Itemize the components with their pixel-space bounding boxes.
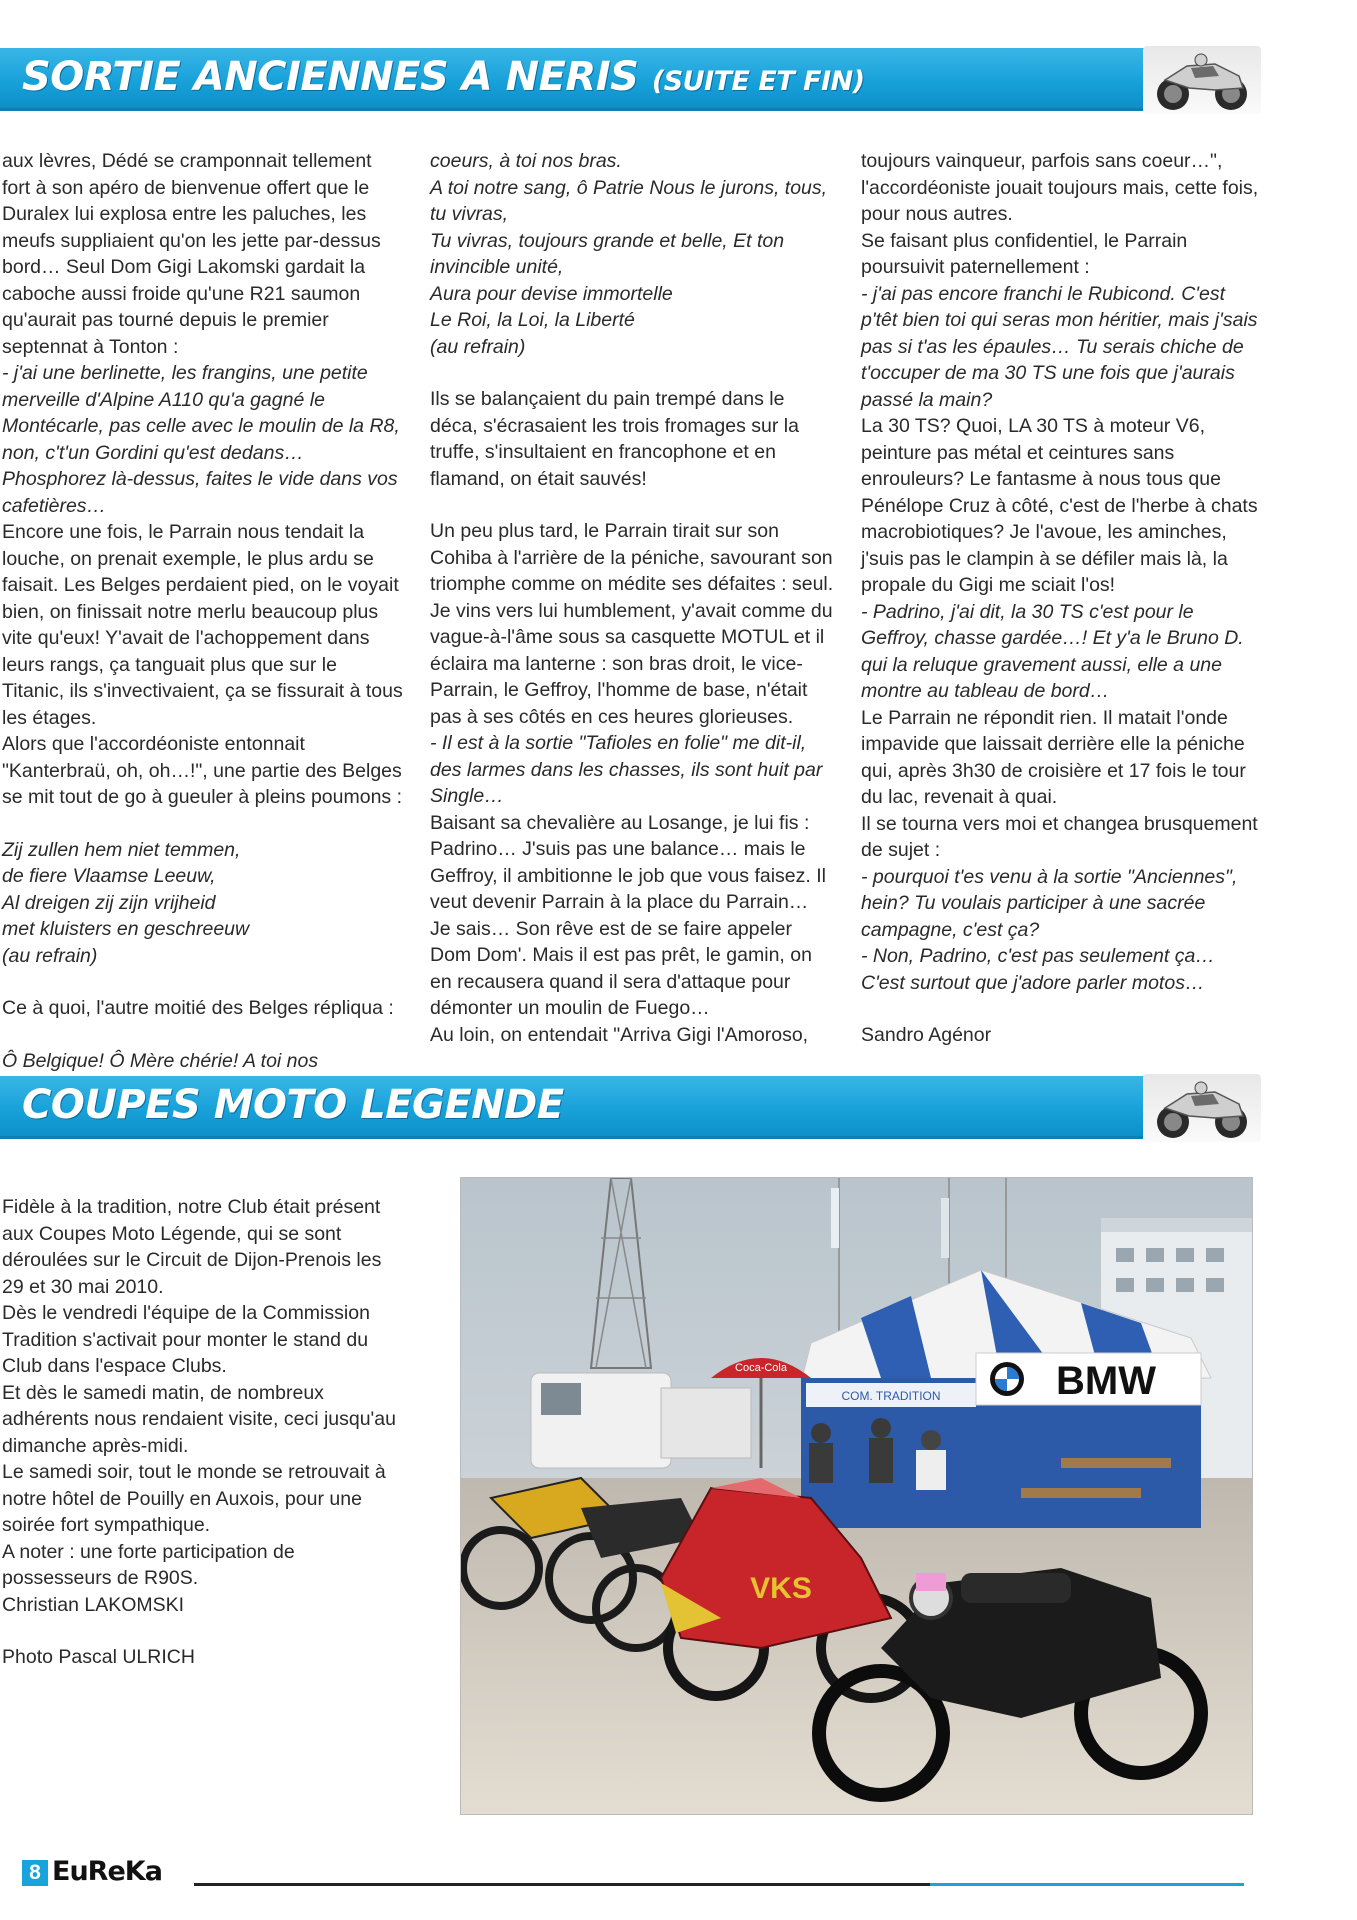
paragraph: Et dès le samedi matin, de nombreux adhérents nous rendaient visite, ceci jusqu'au dimanche après-midi. [2,1381,396,1457]
paragraph: - j'ai pas encore franchi le Rubicond. C'est p'têt bien toi qui seras mon héritier, mais j'sais pas si t'as les épaules… Tu serais chiche de t'occuper de ma 30 TS une fois que j'aurais passé la main? [861,282,1258,411]
paragraph: toujours vainqueur, parfois sans coeur…", l'accordéoniste jouait toujours mais, cette fois, pour nous autres. [861,150,1259,225]
paragraph: Photo Pascal ULRICH [2,1646,195,1668]
section-title [22,54,865,100]
section-title: COUPES MOTO LEGENDE [22,1082,564,1128]
paragraph: Je vins vers lui humblement, y'avait comme du vague-à-l'âme sous sa casquette MOTUL et il éclaira ma lanterne : son bras droit, le vice-Parrain, le Geffroy, l'homme de base, n'était pas à ses côtés en ces heures glorieuses. [430,599,833,728]
article-column-1 [2,148,404,1074]
paragraph: Un peu plus tard, le Parrain tirait sur son Cohiba à l'arrière de la péniche, savourant son triomphe comme on médite ses défaites : seul. [430,520,834,595]
paragraph: Se faisant plus confidentiel, le Parrain poursuivit paternellement : [861,229,1188,278]
magazine-logo: EuReKa [52,1856,162,1887]
motorcycle-logo-icon [1143,1074,1261,1142]
paragraph: - Il est à la sortie "Tafioles en folie" me dit-il, des larmes dans les chasses, ils sont huit par Single… [430,732,823,807]
paragraph: aux lèvres, Dédé se cramponnait tellement fort à son apéro de bienvenue offert que le Duralex lui explosa entre les paluches, les meufs suppliaient qu'on les jette par-dessus bord… Seul Dom Gigi Lakomski gardait la caboche aussi froide qu'une R21 saumon qu'aurait pas tourné depuis le premier septennat à Tonton : [2,150,381,358]
paragraph: Zij zullen hem niet temmen, de fiere Vlaamse Leeuw, Al dreigen zij zijn vrijheid met kluisters en geschreeuw (au refrain) [2,838,250,967]
paragraph: - pourquoi t'es venu à la sortie "Anciennes", hein? Tu voulais participer à une sacrée campagne, c'est ça? - Non, Padrino, c'est pas seulement ça… C'est surtout que j'adore parler motos… [861,865,1238,994]
article-column-2 [430,148,834,1048]
bmw-banner-text: BMW [1056,1359,1156,1403]
paragraph: - Padrino, j'ai dit, la 30 TS c'est pour le Geffroy, chasse gardée…! Et y'a le Bruno D. qui la reluque gravement aussi, elle a une montre au tableau de bord… [861,600,1244,702]
paragraph: Ils se balançaient du pain trempé dans le déca, s'écrasaient les trois fromages sur la truffe, s'insultaient en francophone et en flamand, on était sauvés! [430,388,799,490]
umbrella-label: Coca-Cola [735,1362,787,1374]
motorcycle-logo-icon [1143,46,1261,114]
title-sub: (SUITE ET FIN) [651,66,865,97]
paragraph: Au loin, on entendait "Arriva Gigi l'Amoroso, [430,1023,809,1046]
article-column-3 [861,148,1261,1049]
paragraph: coeurs, à toi nos bras. A toi notre sang, ô Patrie Nous le jurons, tous, tu vivras, Tu vivras, toujours grande et belle, Et ton invincible unité, Aura pour devise immortelle Le Roi, la Loi, la Liberté (au refrain) [430,150,828,358]
paragraph: Alors que l'accordéoniste entonnait "Kanterbraü, oh, oh…!", une partie des Belges se mit tout de go à gueuler à pleins poumons : [2,733,402,808]
bike-fairing-text: VKS [750,1572,812,1605]
paragraph: Ce à quoi, l'autre moitié des Belges répliqua : [2,997,394,1019]
paragraph: - j'ai une berlinette, les frangins, une petite merveille d'Alpine A110 qu'a gagné le Montécarle, pas celle avec le moulin de la R8, non, c't'un Gordini qu'est dedans… Phosphorez là-dessus, faites le vide dans vos cafetières… [2,362,400,517]
paragraph: Christian LAKOMSKI [2,1593,185,1616]
paragraph: Baisant sa chevalière au Losange, je lui fis : Padrino… J'suis pas une balance… mais le Geffroy, il ambitionne le job que vous faisez. Il veut devenir Parrain à la place du Parrain… Je sais… Son rêve est de se faire appeler Dom Dom'. Mais il est pas prêt, le gamin, on en recausera quand il sera d'attaque pour démonter un moulin de Fuego… [430,811,826,1019]
page-number: 8 [22,1860,48,1886]
section-banner-coupes [0,1076,1260,1139]
paragraph: La 30 TS? Quoi, LA 30 TS à moteur V6, peinture pas métal et ceintures sans enrouleurs? Le fantasme à nous tous que Pénélope Cruz à côté, c'est de l'herbe à chats macrobiotiques? Je l'avoue, les aminches, j'suis pas le clampin à se défiler mais là, la propale du Gigi me sciait l'os! [861,415,1258,596]
title-main: SORTIE ANCIENNES A NERIS [22,54,639,100]
paragraph: Le samedi soir, tout le monde se retrouvait à notre hôtel de Pouilly en Auxois, pour une soirée fort sympathique. [2,1461,386,1536]
section-banner-sortie [0,48,1260,111]
event-photo [460,1177,1253,1815]
paragraph: Dès le vendredi l'équipe de la Commission Tradition s'activait pour monter le stand du Club dans l'espace Clubs. [2,1302,370,1377]
coupes-article-text [2,1194,404,1671]
paragraph: Le Parrain ne répondit rien. Il matait l'onde impavide que laissait derrière elle la péniche qui, après 3h30 de croisière et 17 fois le tour du lac, revenait à quai. [861,706,1246,808]
footer-accent-rule [930,1883,1244,1886]
paragraph: Sandro Agénor [861,1024,992,1046]
paragraph: Encore une fois, le Parrain nous tendait la louche, on prenait exemple, le plus ardu se faisait. Les Belges perdaient pied, on le voyait bien, on finissait notre merlu beaucoup plus vite qu'eux! Y'avait de l'achoppement dans leurs rangs, ça tanguait plus que sur le Titanic, ils s'invectivaient, ça se fissurait à tous les étages. [2,521,403,729]
paragraph: A noter : une forte participation de possesseurs de R90S. [2,1540,295,1589]
paragraph: Ô Belgique! Ô Mère chérie! A toi nos [2,1049,319,1072]
paragraph: Fidèle à la tradition, notre Club était présent aux Coupes Moto Légende, qui se sont déroulées sur le Circuit de Dijon-Prenois les 29 et 30 mai 2010. [2,1196,382,1298]
paragraph: Il se tourna vers moi et changea brusquement de sujet : [861,812,1258,861]
tent-label: COM. TRADITION [841,1389,941,1403]
